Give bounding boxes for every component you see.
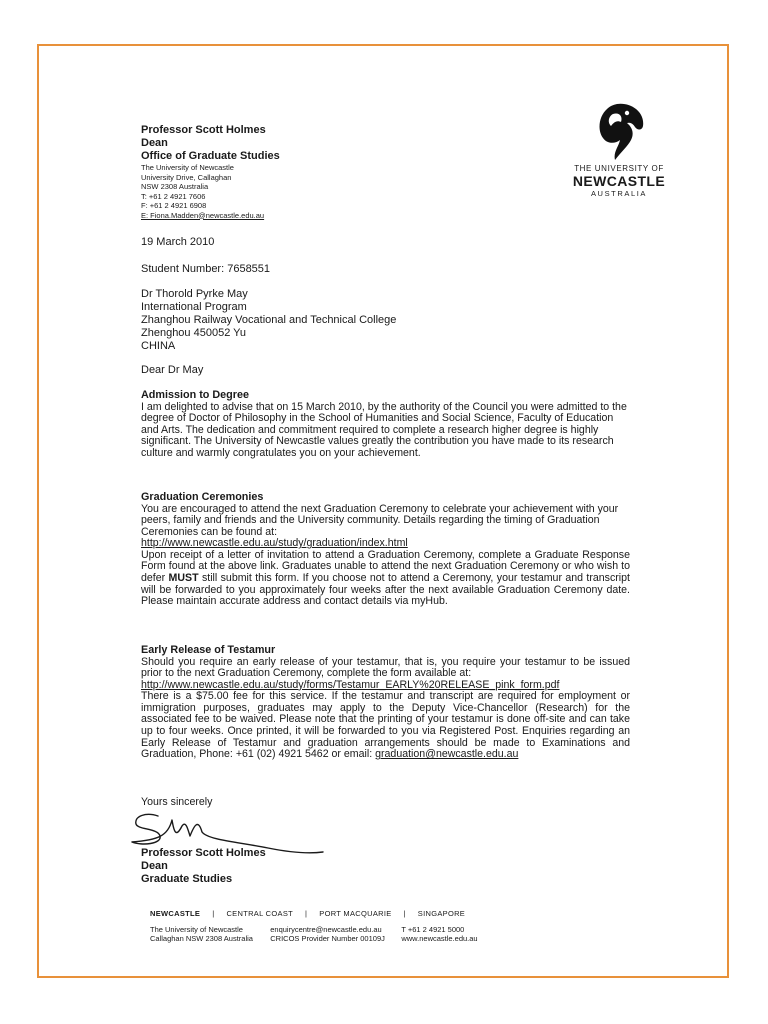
sender-fax: F: +61 2 4921 6908	[141, 201, 207, 210]
must-emphasis: MUST	[168, 572, 199, 585]
footer-row-1	[150, 925, 490, 934]
signer-name: Professor Scott Holmes	[141, 847, 266, 859]
early-release-link[interactable]: http://www.newcastle.edu.au/study/forms/Testamur_EARLY%20RELEASE_pink_form.pdf	[141, 678, 560, 691]
graduation-heading: Graduation Ceremonies	[141, 491, 264, 503]
sender-address-2: University Drive, Callaghan	[141, 172, 232, 182]
footer-university: The University of Newcastle	[150, 925, 243, 934]
campus-list	[150, 909, 490, 918]
letter-date: 19 March 2010	[141, 236, 215, 248]
footer-website: www.newcastle.edu.au	[401, 934, 478, 943]
letterhead-footer	[150, 909, 490, 943]
early-release-heading: Early Release of Testamur	[141, 644, 276, 656]
recipient-line-3: Zhenghou 450052 Yu	[141, 327, 247, 339]
logo-line-3: AUSTRALIA	[590, 189, 648, 198]
logo-line-1: THE UNIVERSITY OF	[574, 164, 664, 173]
signer-dept: Graduate Studies	[141, 873, 233, 885]
signer-block	[141, 847, 266, 886]
early-release-text-2a: There is a $75.00 fee for this service. If the testamur and transcript are required for employment or immigration purposes, graduates may apply to the Deputy Vice-Chancellor (Research) for the associated fee to be waived. Please note that the printing of your testamur is done off-site and can take up to four weeks. Once printed, it will be forwarded to you via Registered Post. Enquiries regarding an Early Release of Testamur and graduation arrangements should be made to Examinations and Graduation, Phone: +61 (02) 4921 5462 or email:	[141, 690, 630, 761]
section-early-release	[141, 644, 630, 761]
graduation-text-2a: Upon receipt of a letter of invitation to attend a Graduation Ceremony, complete a Graduate Response Form found at the above link. Graduates unable to attend the next Graduation Ceremony or who wish to defer	[141, 548, 630, 585]
campus-separator: |	[403, 909, 406, 918]
campus-separator: |	[305, 909, 308, 918]
closing: Yours sincerely	[141, 796, 213, 808]
graduation-text-2b: still submit this form. If you choose not to attend a Ceremony, your testamur and transcript will be forwarded to you approximately four weeks after the next available Graduation Ceremony date. Please maintain accurate address and contact details via myHub.	[141, 572, 630, 608]
campus-central-coast: CENTRAL COAST	[226, 909, 294, 918]
recipient-country: CHINA	[141, 340, 176, 352]
campus-newcastle: NEWCASTLE	[150, 909, 201, 918]
sender-title: Dean	[141, 137, 168, 149]
graduation-text-2	[141, 550, 630, 608]
sender-address-1: The University of Newcastle	[141, 163, 234, 172]
sender-office: Office of Graduate Studies	[141, 150, 280, 162]
sender-phone: T: +61 2 4921 7606	[141, 191, 206, 201]
footer-phone: T +61 2 4921 5000	[401, 925, 465, 934]
admission-heading: Admission to Degree	[141, 389, 249, 401]
recipient-line-2: Zhanghou Railway Vocational and Technical College	[141, 314, 397, 326]
footer-email: enquirycentre@newcastle.edu.au	[270, 925, 382, 934]
campus-port-macquarie: PORT MACQUARIE	[319, 909, 392, 918]
sender-name: Professor Scott Holmes	[141, 124, 266, 136]
campus-separator: |	[212, 909, 215, 918]
recipient-name: Dr Thorold Pyrke May	[141, 288, 248, 300]
graduation-link[interactable]: http://www.newcastle.edu.au/study/graduation/index.html	[141, 537, 408, 550]
early-release-text-1: Should you require an early release of your testamur, that is, you require your testamur to be issued prior to the next Graduation Ceremony, complete the form available at:	[141, 655, 630, 680]
section-admission	[141, 389, 630, 459]
footer-row-2	[150, 934, 490, 943]
footer-cricos: CRICOS Provider Number 00109J	[270, 934, 385, 943]
salutation: Dear Dr May	[141, 364, 204, 376]
early-release-text-2	[141, 691, 630, 761]
student-number: Student Number: 7658551	[141, 263, 271, 275]
graduation-text-1: You are encouraged to attend the next Graduation Ceremony to celebrate your achievement with your peers, family and friends and the University community. Details regarding the timing of Graduation Ceremonies can be found at:	[141, 502, 619, 538]
sender-address-3: NSW 2308 Australia	[141, 182, 209, 191]
logo-line-2: NEWCASTLE	[572, 173, 666, 189]
seahorse-logo-icon	[587, 100, 651, 162]
section-graduation	[141, 491, 630, 608]
sender-email: E: Fiona.Madden@newcastle.edu.au	[141, 210, 265, 220]
recipient-block	[141, 288, 396, 353]
graduation-email-link[interactable]: graduation@newcastle.edu.au	[375, 748, 519, 761]
signer-title: Dean	[141, 860, 168, 872]
admission-text: I am delighted to advise that on 15 March 2010, by the authority of the Council you were admitted to the degree of Doctor of Philosophy in the School of Humanities and Social Science, Faculty of Education and Arts. The dedication and commitment required to complete a research higher degree is highly significant. The University of Newcastle values greatly the contribution you have made to its research culture and warmly congratulates you on your achievement.	[141, 400, 627, 459]
university-logo	[560, 100, 678, 198]
campus-singapore: SINGAPORE	[417, 909, 466, 918]
footer-address: Callaghan NSW 2308 Australia	[150, 934, 253, 943]
sender-block	[141, 124, 280, 220]
recipient-line-1: International Program	[141, 301, 247, 313]
